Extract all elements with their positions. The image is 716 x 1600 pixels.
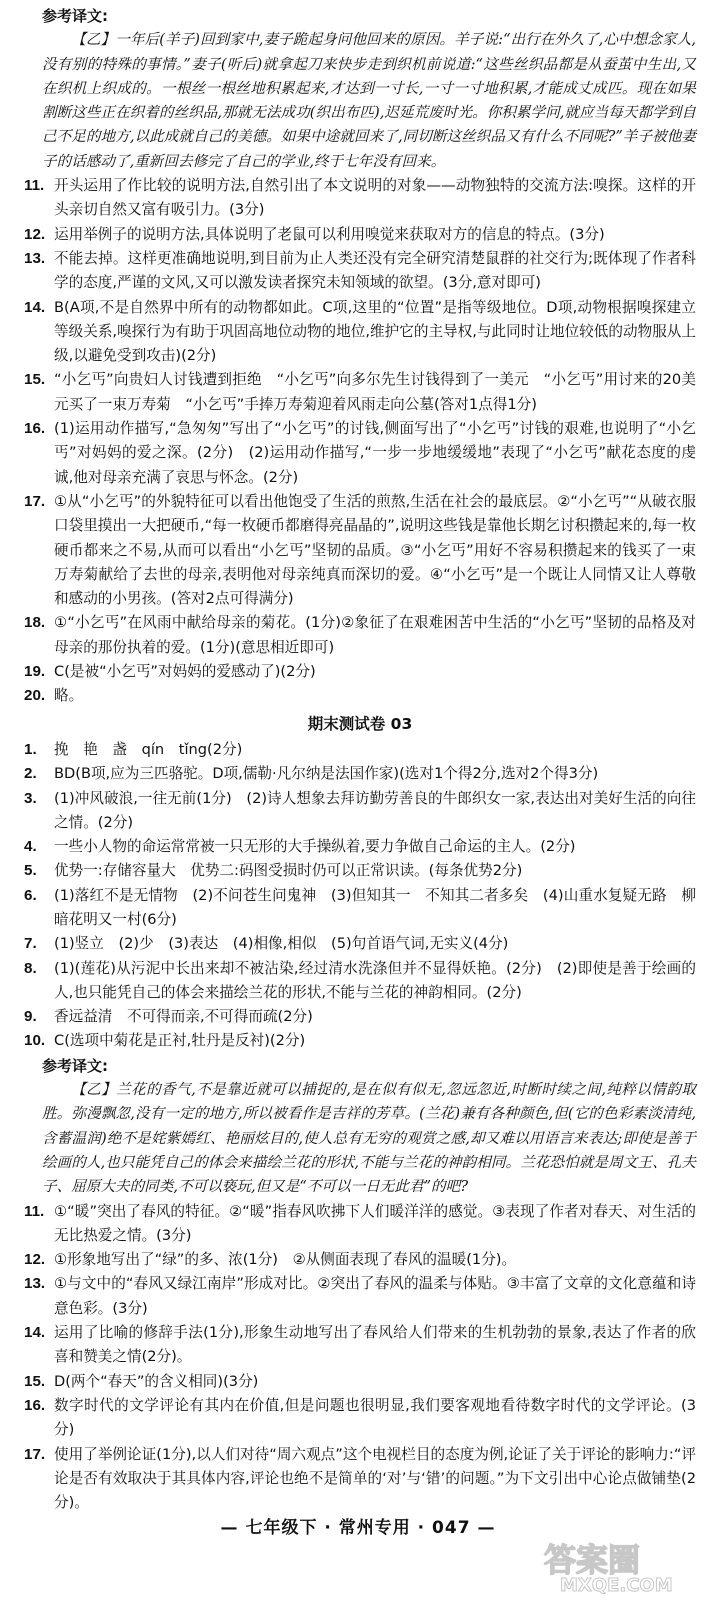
answer-item [24,1272,696,1321]
question-number: 8. [24,959,37,977]
answer-item [24,835,696,859]
question-number: 7. [24,935,37,953]
answer-text: (1)落红不是无情物 (2)不问苍生问鬼神 (3)但知其一 不知其二者多矣 (4)山重水复疑无路 柳暗花明又一村(6分) [54,886,696,928]
translation-paragraph: 【乙】一年后(羊子)回到家中,妻子跪起身问他回来的原因。羊子说:“出行在外久了,心中想念家人,没有别的特殊的事情。”妻子(听后)就拿起刀来快步走到织机前说道:“这些丝织品都是从蚕茧中生出,又在织机上织成的。一根丝一根丝地积累起来,才达到一寸长,一寸一寸地积累,才能成丈成匹。现在如果割断这些正在织着的丝织品,那就无法成功(织出布匹),迟延荒废时光。你积累学问,就应当每天都学到自己不足的地方,以此成就自己的美德。如果中途就回来了,同切断这丝织品又有什么不同呢?”羊子被他妻子的话感动了,重新回去修完了自己的学业,终于七年没有回来。 [42,31,696,170]
answer-item [24,1443,696,1516]
question-number: 14. [24,1324,46,1342]
answer-text: 优势一:存储容量大 优势二:码图受损时仍可以正常识读。(每条优势2分) [54,862,523,880]
section-title: 期末测试卷 03 [307,714,413,733]
answer-item [24,762,696,786]
answer-item [24,787,696,836]
question-number: 15. [24,1372,46,1390]
question-number: 5. [24,862,37,880]
answer-text: (1)竖立 (2)少 (3)表达 (4)相像,相似 (5)句首语气词,无实义(4分) [54,935,509,953]
answer-item [24,490,696,611]
question-number: 16. [24,420,46,438]
question-number: 14. [24,298,46,316]
answer-item [24,957,696,1006]
answer-item [24,223,696,247]
answer-text: B(A项,不是自然界中所有的动物都如此。C项,这里的“位置”是指等级地位。D项,动物根据嗅探建立等级关系,嗅探行为有助于巩固高地位动物的地位,维护它的主导权,与此同时让地位较低的动物服从上级,以避免受到攻击)(2分) [54,298,696,365]
answer-text: (1)冲风破浪,一往无前(1分) (2)诗人想象去拜访勤劳善良的牛郎织女一家,表达出对美好生活的向往之情。(2分) [54,789,696,831]
answer-text: (1)(莲花)从污泥中长出来却不被沾染,经过清水洗涤但并不显得妖艳。(2分) (2)即使是善于绘画的人,也只能凭自己的体会来描绘兰花的形状,不能与兰花的神韵相同。(2分) [54,959,696,1001]
question-number: 12. [24,1251,46,1269]
answer-item [24,1321,696,1370]
answer-text: (1)运用动作描写,“急匆匆”写出了“小乞丐”的讨钱,侧面写出了“小乞丐”讨钱的艰难,也说明了“小乞丐”对妈妈的爱之深。(2分) (2)运用动作描写,“一步一步地缓缓地”表现了“小乞丐”献花态度的虔诚,他对母亲充满了哀思与怀念。(2分) [54,420,696,486]
answer-item [24,296,696,369]
answer-text: 挽 艳 盏 qín tǐng(2分) [54,740,243,758]
question-number: 9. [24,1008,37,1026]
question-number: 10. [24,1032,46,1050]
question-number: 4. [24,838,37,856]
answer-text: D(两个“春天”的含义相同)(3分) [54,1372,259,1390]
reference-translation-header: 参考译文: [42,1056,108,1075]
answer-item [24,1248,696,1272]
answer-item [24,1370,696,1394]
answer-item [24,932,696,956]
question-number: 2. [24,765,37,783]
question-number: 15. [24,371,46,389]
answer-item [24,859,696,883]
answer-item [24,1005,696,1029]
answer-item [24,1200,696,1249]
question-number: 16. [24,1396,46,1414]
answer-text: 开头运用了作比较的说明方法,自然引出了本文说明的对象——动物独特的交流方法:嗅探。这样的开头亲切自然又富有吸引力。(3分) [54,177,696,219]
answer-item [24,660,696,684]
answer-item [24,684,696,708]
answer-item [24,247,696,296]
answer-text: “小乞丐”向贵妇人讨钱遭到拒绝 “小乞丐”向多尔先生讨钱得到了一美元 “小乞丐”用讨来的20美元买了一束万寿菊 “小乞丐”手捧万寿菊迎着风雨走向公墓(答对1点得1分) [54,371,696,413]
answer-item [24,174,696,223]
answer-text: 使用了举例论证(1分),以人们对待“周六观点”这个电视栏目的态度为例,论证了关于评论的影响力:“评论是否有效取决于其具体内容,评论也绝不是简单的‘对’与‘错’的问题。”为下文引出中心论点做铺垫(2分)。 [54,1445,696,1512]
question-number: 11. [24,1202,45,1220]
answer-list [24,738,696,1054]
question-number: 11. [24,177,45,195]
watermark-logo [540,1537,710,1595]
answer-text: ①“小乞丐”在风雨中献给母亲的菊花。(1分)②象征了在艰难困苦中生活的“小乞丐”坚韧的品格及对母亲的那份执着的爱。(1分)(意思相近即可) [54,614,696,656]
question-number: 20. [24,687,46,705]
answer-text: 运用了比喻的修辞手法(1分),形象生动地写出了春风给人们带来的生机勃勃的景象,表达了作者的欣喜和赞美之情(2分)。 [54,1324,696,1366]
translation-paragraph: 【乙】兰花的香气,不是靠近就可以捕捉的,是在似有似无,忽远忽近,时断时续之间,纯粹以情韵取胜。弥漫飘忽,没有一定的地方,所以被看作是吉祥的芳草。(兰花)兼有各种颜色,但(它的色彩素淡清纯,含蓄温润)绝不是姹紫嫣红、艳丽炫目的,使人总有无穷的观赏之感,却又难以用语言来表达;即使是善于绘画的人,也只能凭自己的体会来描绘兰花的形状,不能与兰花的神韵相同。兰花恐怕就是周文王、孔夫子、屈原大夫的同类,不可以亵玩,但又是“不可以一日无此君”的吧? [42,1081,696,1196]
answer-item [24,738,696,762]
answer-text: 不能去掉。这样更准确地说明,到目前为止人类还没有完全研究清楚鼠群的社交行为;既体现了作者科学的态度,严谨的文风,又可以激发读者探究未知领域的欲望。(3分,意对即可) [54,249,696,292]
answer-item [24,1394,696,1443]
answer-item [24,417,696,490]
answer-text: 略。 [54,687,84,705]
svg-text:答案圈: 答案圈 [544,1541,641,1579]
answer-list [24,1200,696,1516]
question-number: 17. [24,1445,46,1463]
question-number: 1. [24,740,37,758]
answer-text: ①“暖”突出了春风的特征。②“暖”指春风吹拂下人们暖洋洋的感觉。③表现了作者对春天、对生活的无比热爱之情。(3分) [54,1202,696,1244]
question-number: 6. [24,886,37,904]
answer-text: ①从“小乞丐”的外貌特征可以看出他饱受了生活的煎熬,生活在社会的最底层。②“小乞丐”“从破衣服口袋里摸出一大把硬币,“每一枚硬币都磨得亮晶晶的”,说明这些钱是靠他长期乞讨积攒起来的,每一枚硬币都来之不易,从而可以看出“小乞丐”坚韧的品质。③“小乞丐”用好不容易积攒起来的钱买了一束万寿菊献给了去世的母亲,表明他对母亲纯真而深切的爱。④“小乞丐”是一个既让人同情又让人尊敬和感动的小男孩。(答对2点可得满分) [54,492,696,608]
question-number: 18. [24,614,46,632]
answer-text: BD(B项,应为三匹骆驼。D项,儒勒·凡尔纳是法国作家)(选对1个得2分,选对2个得3分) [54,765,599,783]
svg-text:MXQE.COM: MXQE.COM [560,1575,673,1595]
answer-text: C(选项中菊花是正衬,牡丹是反衬)(2分) [54,1032,306,1050]
page-footer: — 七年级下 · 常州专用 · 047 — [220,1518,496,1538]
answer-text: 香远益清 不可得而亲,不可得而疏(2分) [54,1008,313,1026]
answer-item [24,884,696,933]
question-number: 13. [24,1275,46,1293]
question-number: 19. [24,663,46,681]
answer-text: 数字时代的文学评论有其内在价值,但是问题也很明显,我们要客观地看待数字时代的文学评论。(3分) [54,1396,696,1439]
answer-list [24,174,696,709]
content [24,4,696,1515]
answer-item [24,611,696,660]
answer-text: 运用举例子的说明方法,具体说明了老鼠可以利用嗅觉来获取对方的信息的特点。(3分) [54,225,605,243]
question-number: 13. [24,249,46,267]
question-number: 3. [24,789,37,807]
answer-text: ①与文中的“春风又绿江南岸”形成对比。②突出了春风的温柔与体贴。③丰富了文章的文化意蕴和诗意色彩。(3分) [54,1275,696,1317]
question-number: 12. [24,225,46,243]
answer-text: ①形象地写出了“绿”的多、浓(1分) ②从侧面表现了春风的温暖(1分)。 [54,1251,517,1269]
answer-text: C(是被“小乞丐”对妈妈的爱感动了)(2分) [54,663,316,681]
question-number: 17. [24,492,46,510]
answer-item [24,1029,696,1053]
answer-item [24,368,696,417]
reference-translation-header: 参考译文: [42,7,108,25]
answer-text: 一些小人物的命运常常被一只无形的大手操纵着,要力争做自己命运的主人。(2分) [54,838,576,856]
